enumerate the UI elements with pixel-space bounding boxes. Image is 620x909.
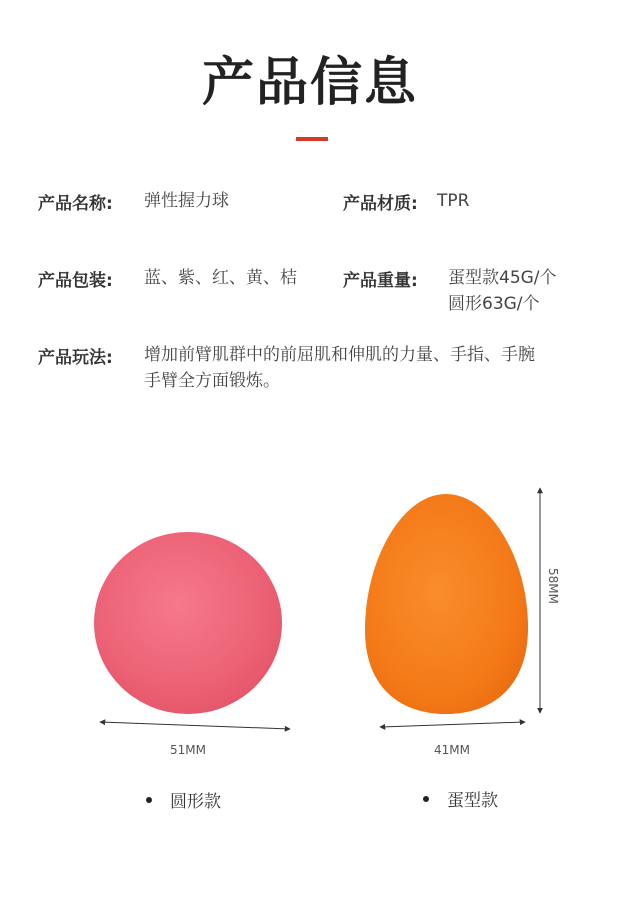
spec-name-label: 产品名称: bbox=[38, 194, 113, 214]
egg-width-dimension-line bbox=[380, 722, 525, 727]
spec-packaging-value: 蓝、紫、红、黄、桔 bbox=[144, 268, 297, 288]
variant-round bbox=[146, 787, 221, 812]
bullet-icon bbox=[423, 796, 429, 802]
egg-ball bbox=[365, 494, 528, 714]
egg-width-label: 41MM bbox=[434, 743, 470, 757]
spec-weight-line-2: 圆形63G/个 bbox=[448, 294, 540, 314]
spec-packaging-label: 产品包装: bbox=[38, 271, 113, 291]
round-width-dimension-line bbox=[100, 722, 290, 729]
egg-height-label: 58MM bbox=[546, 568, 560, 604]
spec-material-label: 产品材质: bbox=[343, 194, 418, 214]
page-title: 产品信息 bbox=[201, 53, 418, 113]
variant-egg bbox=[423, 786, 498, 811]
round-width-label: 51MM bbox=[170, 743, 206, 757]
spec-usage-label: 产品玩法: bbox=[38, 348, 113, 368]
variant-egg-label: 蛋型款 bbox=[447, 791, 498, 811]
spec-usage-line-1: 增加前臂肌群中的前屈肌和伸肌的力量、手指、手腕 bbox=[144, 345, 535, 365]
spec-name-value: 弹性握力球 bbox=[144, 191, 229, 211]
spec-weight-line-1: 蛋型款45G/个 bbox=[448, 268, 557, 288]
bullet-icon bbox=[146, 797, 152, 803]
spec-material-value: TPR bbox=[437, 191, 470, 211]
variant-round-label: 圆形款 bbox=[170, 792, 221, 812]
round-ball bbox=[94, 532, 282, 714]
spec-usage-line-2: 手臂全方面锻炼。 bbox=[144, 371, 280, 391]
spec-weight-label: 产品重量: bbox=[343, 271, 418, 291]
